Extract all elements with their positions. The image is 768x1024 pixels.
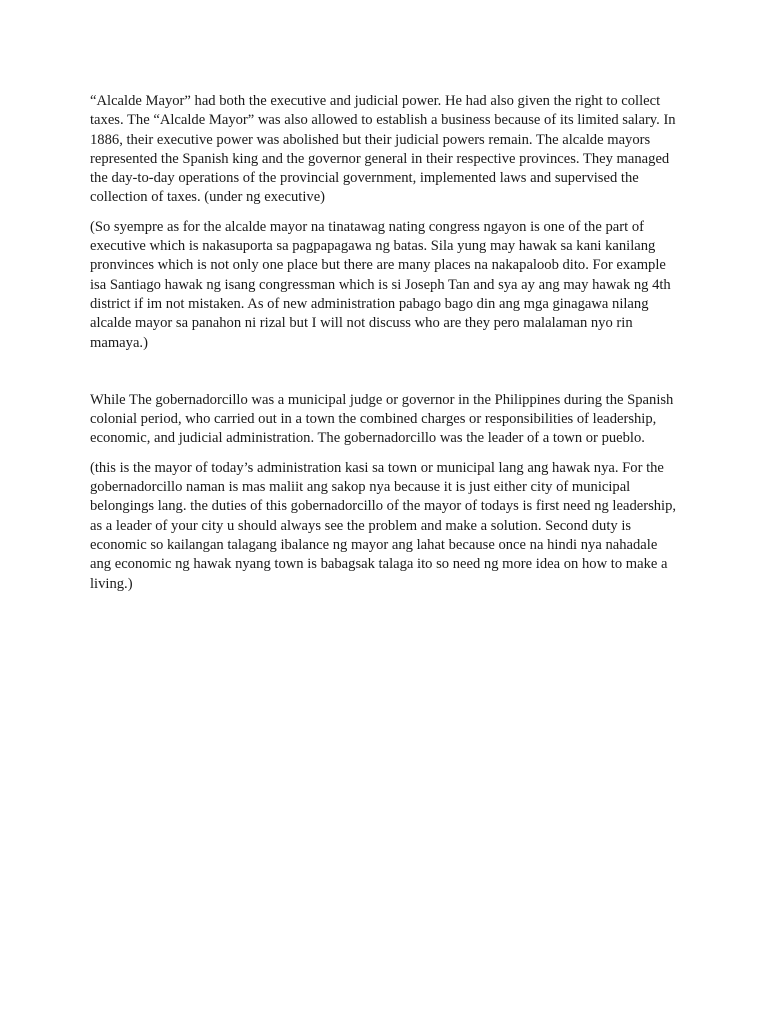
paragraph-alcalde-mayor: “Alcalde Mayor” had both the executive and judicial power. He had also given the right to collect taxes. The “Alcalde Mayor” was also allowed to establish a business because of its limited salary. In 1886, their executive power was abolished but their judicial powers remain. The alcalde mayors represented the Spanish king and the governor general in their respective provinces. They managed the day-to-day operations of the provincial government, implemented laws and supervised the collection of taxes. (under ng executive) [90,93,676,206]
paragraph-gobernadorcillo-comment: (this is the mayor of today’s administration kasi sa town or municipal lang ang hawak nya. For the gobernadorcillo naman is mas maliit ang sakop nya because it is just either city of municipal belongings lang. the duties of this gobernadorcillo of the mayor of todays is first need ng leadership, as a leader of your city u should always see the problem and make a solution. Second duty is economic so kailangan talagang ibalance ng mayor ang lahat because once na hindi nya nahadale ang economic ng hawak nyang town is babagsak talaga ito so need ng more idea on how to make a living.) [90,459,677,592]
document-body [90,92,682,604]
paragraph-gobernadorcillo: While The gobernadorcillo was a municipal judge or governor in the Philippines during the Spanish colonial period, who carried out in a town the combined charges or responsibilities of leadership, economic, and judicial administration. The gobernadorcillo was the leader of a town or pueblo. [90,391,674,447]
paragraph-alcalde-mayor-comment: (So syempre as for the alcalde mayor na tinatawag nating congress ngayon is one of the part of executive which is nakasuporta sa pagpapagawa ng batas. Sila yung may hawak sa kani kanilang pronvinces which is not only one place but there are many places na nakapaloob dito. For example isa Santiago hawak ng isang congressman which is si Joseph Tan and sya ay ang may hawak ng 4th district if im not mistaken. As of new administration pabago bago din ang mga ginagawa nilang alcalde mayor sa panahon ni rizal but I will not discuss who are they pero malalaman nyo rin mamaya.) [90,218,671,351]
